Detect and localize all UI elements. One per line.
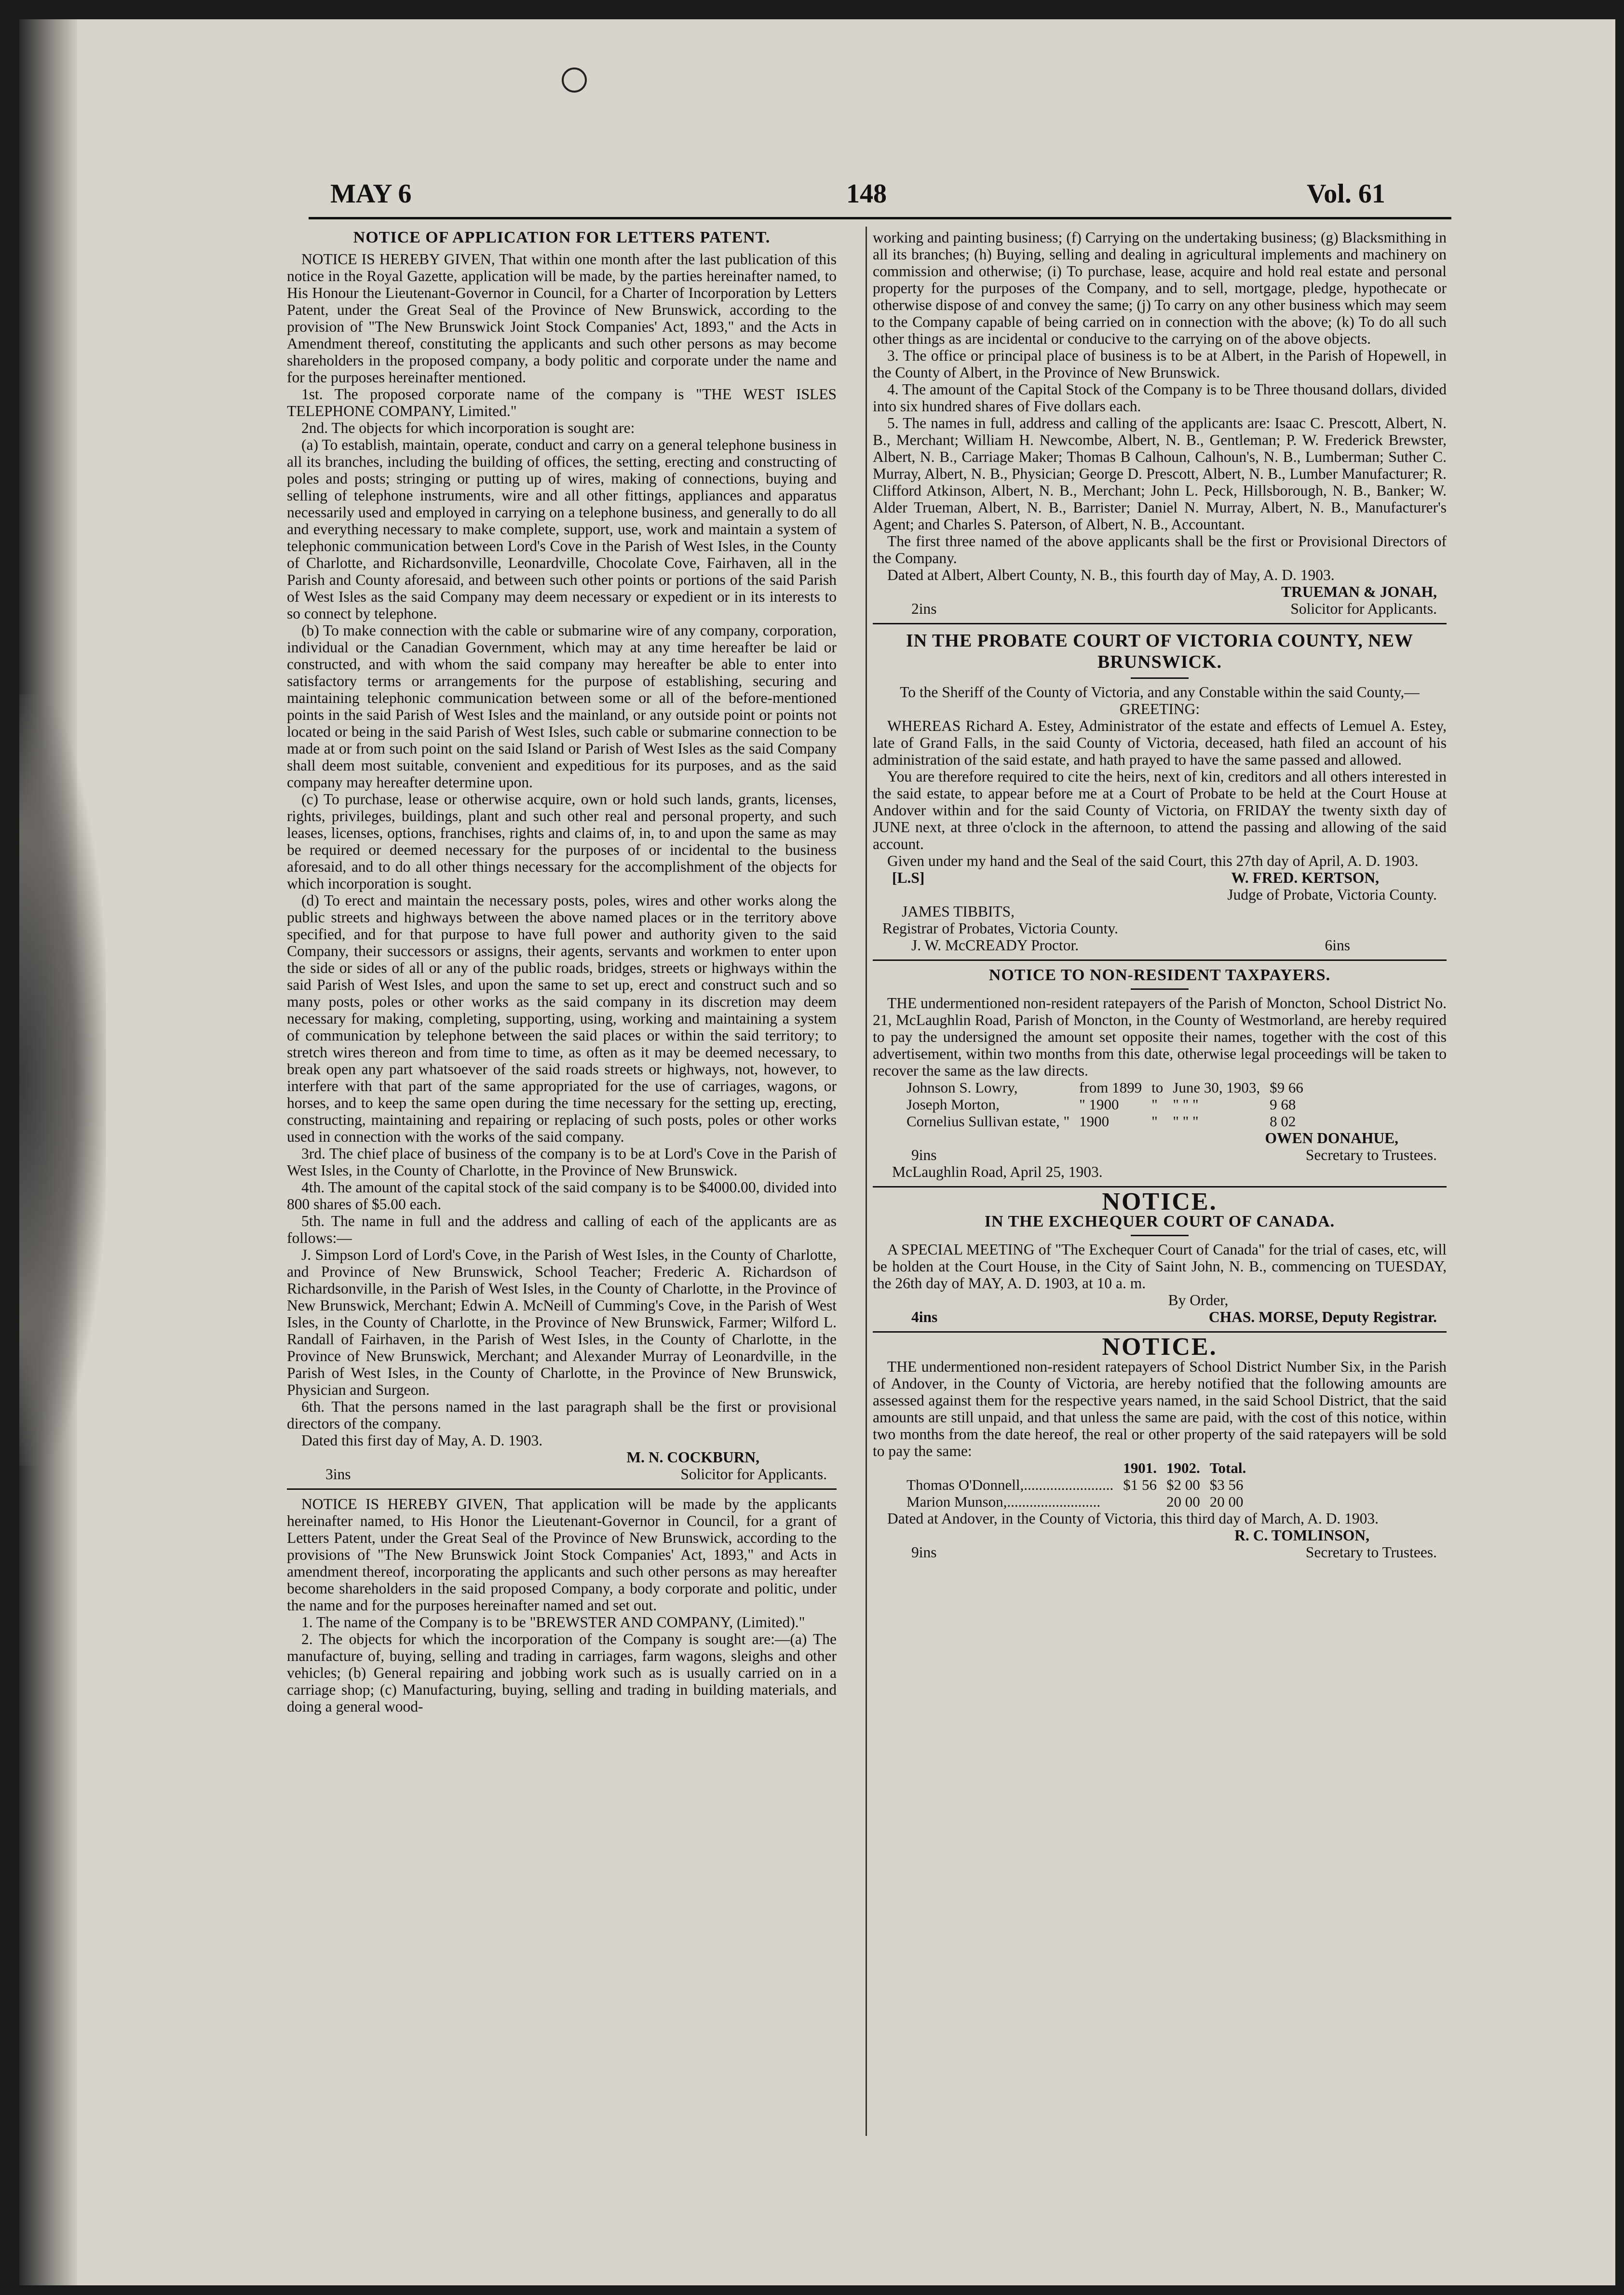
table-cell: Thomas O'Donnell,........................ [907,1476,1114,1493]
table-cell: 9 68 [1270,1096,1296,1113]
signature-role: Judge of Probate, Victoria County. [1227,886,1437,903]
notice-paragraph: 3rd. The chief place of business of the company is to be at Lord's Cove in the Parish of West Isles, in the County of Charlotte, in the Province of New Brunswick. [287,1145,837,1179]
insertion-count: 4ins [911,1309,938,1325]
taxpayer-table [902,1079,1308,1130]
section-rule [873,959,1447,961]
table-cell: June 30, 1903, [1173,1079,1260,1096]
signature: W. FRED. KERTSON, [1231,869,1379,886]
short-rule [1131,677,1189,679]
notice-paragraph: 6th. That the persons named in the last paragraph shall be the first or provisional directors of the company. [287,1398,837,1432]
table-cell: $1 56 [1123,1476,1157,1493]
insertion-count: 2ins [911,600,937,617]
notice-paragraph: 1st. The proposed corporate name of the company is "THE WEST ISLES TELEPHONE COMPANY, Limited." [287,386,837,419]
exchequer-court-title: IN THE EXCHEQUER COURT OF CANADA. [984,1213,1335,1230]
table-row [902,1113,1308,1130]
left-column [287,229,837,1715]
notice-paragraph: A SPECIAL MEETING of "The Exchequer Court of Canada" for the trial of cases, etc, will be holden at the Court House, in the City of Saint John, N. B., commencing on TUESDAY, the 26th day of MAY, A. D. 1903, at 10 a. m. [873,1241,1447,1292]
table-cell: " " " [1173,1096,1199,1113]
notice-paragraph: 5. The names in full, address and calling of the applicants are: Isaac C. Prescott, Albert, N. B., Merchant; William H. Newcombe, Albert, N. B., Gentleman; P. W. Frederick Brewster, Albert, N. B., Carriage Maker; Thomas B Calhoun, Calhoun's, N. B., Lumberman; Suther C. Murray, Albert, N. B., Physician; George D. Prescott, Albert, N. B., Lumber Manufacturer; R. Clifford Atkinson, Albert, N. B., Merchant; John L. Peck, Hillsborough, N. B., Banker; W. Alder Trueman, Albert, N. B., Barrister; Daniel N. Murray, Albert, N. B., Manufacturer's Agent; and Charles S. Paterson, of Albert, N. B., Accountant. [873,415,1447,533]
table-row [902,1493,1251,1510]
table-cell: 1900 [1079,1113,1110,1130]
table-cell: " " " [1173,1113,1199,1130]
notice-heading: NOTICE. [1102,1333,1218,1361]
table-cell: " [1151,1096,1158,1113]
table-cell: from 1899 [1079,1079,1142,1096]
page-header [309,164,1466,222]
table-cell: " [1151,1113,1158,1130]
notice-paragraph: 4. The amount of the Capital Stock of the Company is to be Three thousand dollars, divided into six hundred shares of Five dollars each. [873,381,1447,415]
notice-paragraph: THE undermentioned non-resident ratepayers of the Parish of Moncton, School District No. 21, McLaughlin Road, Parish of Moncton, in the County of Westmorland, are hereby required to pay the undersigned the amount set opposite their names, together with the cost of this advertisement, within two months from this date, otherwise legal proceedings will be taken to recover the same as the law directs. [873,995,1447,1079]
section-rule [873,1186,1447,1188]
table-cell: 8 02 [1270,1113,1296,1130]
table-cell [1118,1493,1162,1510]
notice-dated: Dated this first day of May, A. D. 1903. [301,1432,543,1449]
table-cell: $9 66 [1270,1079,1303,1096]
notice-paragraph: 1. The name of the Company is to be "BREWSTER AND COMPANY, (Limited)." [301,1614,805,1631]
header-date: MAY 6 [330,179,412,209]
short-rule [1131,1235,1189,1236]
table-header-row [902,1459,1251,1476]
table-cell: Johnson S. Lowry, [907,1079,1018,1096]
notice-paragraph: (c) To purchase, lease or otherwise acquire, own or hold such lands, grants, licenses, rights, privileges, buildings, plant and such other real and personal property, and such leases, licenses, options, franchises, rights and claims of, in, to and upon the same as may be required or deemed necessary for the purposes of or incidental to the business aforesaid, and to do all other things necessary for the accomplishment of the objects for which incorporation is sought. [287,791,837,892]
section-rule [287,1488,837,1490]
registrar-name: JAMES TIBBITS, [902,903,1015,920]
proctor: J. W. McCREADY Proctor. [911,937,1079,954]
notice-heading: NOTICE. [1102,1188,1218,1215]
table-cell: Total. [1209,1459,1246,1476]
thumb-shadow [19,694,106,1466]
signature: R. C. TOMLINSON, [1234,1527,1369,1544]
table-cell: $3 56 [1209,1476,1244,1493]
taxpayers-title: NOTICE TO NON-RESIDENT TAXPAYERS. [988,966,1331,984]
notice-paragraph: You are therefore required to cite the heirs, next of kin, creditors and all others interested in the said estate, to appear before me at a Court of Probate to be held at the Court House at Andover within and for the said County of Victoria, on FRIDAY the twenty sixth day of JUNE next, at three o'clock in the afternoon, to attend the passing and allowing of the said account. [873,768,1447,852]
by-order: By Order, [1168,1292,1229,1309]
header-page-number: 148 [846,179,887,209]
insertion-count: 3ins [325,1466,351,1483]
probate-court-title: IN THE PROBATE COURT OF VICTORIA COUNTY, NEW BRUNSWICK. [906,631,1413,672]
table-row [902,1096,1308,1113]
header-volume: Vol. 61 [1307,179,1385,209]
notice-paragraph: The first three named of the above applicants shall be the first or Provisional Directors of the Company. [873,533,1447,567]
section-rule [873,1331,1447,1333]
notice-paragraph: 2. The objects for which the incorporation of the Company is sought are:—(a) The manufacture of, buying, selling and trading in carriages, farm wagons, sleighs and other vehicles; (b) General repairing and jobbing work such as is usually carried on in a carriage shop; (c) Manufacturing, buying, selling and trading in building materials, and doing a general wood- [287,1631,837,1715]
notice-paragraph: (b) To make connection with the cable or submarine wire of any company, corporation, individual or the Canadian Government, which may at any time hereafter be laid or constructed, and with whom the said company may hereafter be able to enter into satisfactory terms or arrangements for the purpose of establishing, securing and maintaining telephonic communication between some or all of the before-mentioned points in the said Parish of West Isles and the mainland, or any outside point or points not located or being in the said Parish of West Isles, such cable or submarine connection to be made at or from such point on the said Island or Parish of West Isles as the said Company shall deem most suitable, convenient and expeditious for its purposes, and as the said company may hereafter determine upon. [287,622,837,791]
ratepayer-table [902,1459,1251,1510]
insertion-count: 6ins [1325,937,1350,954]
binding-hole [562,68,587,93]
short-rule [1131,988,1189,990]
notice-paragraph: 5th. The name in full and the address and calling of each of the applicants are as follows:— [287,1213,837,1246]
letters-patent-title: NOTICE OF APPLICATION FOR LETTERS PATENT. [353,229,771,246]
signature: TRUEMAN & JONAH, [1281,583,1437,600]
notice-paragraph: NOTICE IS HEREBY GIVEN, That application will be made by the applicants hereinafter named, to His Honor the Lieutenant-Governor in Council, for a grant of Letters Patent, under the Great Seal of the Province of New Brunswick, according to the provisions of "The New Brunswick Joint Stock Companies' Act, 1893," and Acts in amendment thereof, incorporating the applicants and such other persons as may hereafter become shareholders in the said proposed Company, a body corporate and politic, under the name and for the purposes hereinafter named and set out. [287,1496,837,1614]
header-rule [309,217,1451,219]
notice-dated: Dated at Andover, in the County of Victoria, this third day of March, A. D. 1903. [887,1510,1379,1527]
signature-role: Secretary to Trustees. [1305,1544,1437,1561]
signature: M. N. COCKBURN, [626,1449,759,1466]
registrar-role: Registrar of Probates, Victoria County. [882,920,1118,937]
table-cell: $2 00 [1166,1476,1200,1493]
signature-role: Solicitor for Applicants. [680,1466,827,1483]
table-cell: " 1900 [1079,1096,1119,1113]
notice-paragraph: working and painting business; (f) Carrying on the undertaking business; (g) Blacksmithing in all its branches; (h) Buying, selling and dealing in agricultural implements and machinery on commission and otherwise; (i) To purchase, lease, acquire and hold real estate and personal property for the purposes of the Company, and to sell, mortgage, pledge, hypothecate or otherwise dispose of and convey the same; (j) To carry on any other business which may seem to the Company capable of being carried on in connection with the above; (k) To do all such other things as are incidental or conducive to the carrying on of the above objects. [873,229,1447,347]
signature: CHAS. MORSE, Deputy Registrar. [1208,1309,1437,1325]
seal-mark: [L.S] [892,869,925,886]
table-cell: 20 00 [1209,1493,1244,1510]
notice-paragraph: WHEREAS Richard A. Estey, Administrator of the estate and effects of Lemuel A. Estey, late of Grand Falls, in the said County of Victoria, deceased, hath filed an account of his administration of the said estate, and hath prayed to have the same passed and allowed. [873,717,1447,768]
signature-role: Secretary to Trustees. [1305,1147,1437,1163]
notice-paragraph: (d) To erect and maintain the necessary posts, poles, wires and other works along the public streets and highways between the above named places or in the territory above specified, and for that purpose to have full power and authority given to the said Company, their successors or assigns, their agents, servants and workmen to enter upon the side or sides of all or any of the public roads, bridges, streets or highways within the said Parish of West Isles, and upon the same to set up, erect and construct such and so many posts, poles or other works as the said company in its discretion may deem necessary for making, completing, supporting, using, working and maintaining a system of communication by telephone between the said places or within the said territory; to stretch wires thereon and from time to time, as often as it may be deemed necessary, to break open any part whatsoever of the said roads streets or highways, not, however, to interfere with that part of the same appropriated for the use of carriages, wagons, or horses, and to keep the same open during the time necessary for the setting up, erecting, constructing, maintaining and repairing or replacing of such posts, poles or other works used in connection with the works of the said company. [287,892,837,1145]
table-row [902,1476,1251,1493]
section-rule [873,623,1447,624]
table-cell [902,1459,1118,1476]
notice-paragraph: THE undermentioned non-resident ratepayers of School District Number Six, in the Parish of Andover, in the County of Victoria, are hereby notified that the following amounts are assessed against them for the respective years named, in the said School District, that the said amounts are still unpaid, and that unless the same are paid, with the cost of this notice, within two months from the date hereof, the real or other property of the said ratepayers will be sold to pay the same: [873,1358,1447,1459]
table-cell: Cornelius Sullivan estate, " [907,1113,1070,1130]
table-cell: to [1151,1079,1164,1096]
notice-paragraph: (a) To establish, maintain, operate, conduct and carry on a general telephone business in all its branches, including the building of offices, the setting, erecting and constructing of poles and posts; stringing or putting up of wires, making of connections, buying and selling of telephone instruments, wire and all other fittings, appliances and apparatus necessarily used and employed in carrying on a telephone business, and generally to do all and everything necessary to make complete, support, use, work and maintain a system of telephonic communication between Lord's Cove in the Parish of West Isles, in the County of Charlotte, and Richardsonville, Leonardville, Chocolate Cove, Fairhaven, all in the Parish and County aforesaid, and between such other points or portions of the said Parish of West Isles as the said Company may deem necessary or expedient or in its interests to so connect by telephone. [287,436,837,622]
right-column [873,229,1447,1561]
table-cell: Joseph Morton, [907,1096,1000,1113]
table-cell: 1902. [1166,1459,1200,1476]
table-cell: 20 00 [1166,1493,1200,1510]
notice-paragraph: 3. The office or principal place of business is to be at Albert, in the Parish of Hopewell, in the County of Albert, in the Province of New Brunswick. [873,347,1447,381]
table-cell: Marion Munson,......................... [907,1493,1101,1510]
signature: OWEN DONAHUE, [1265,1130,1398,1147]
notice-dated: McLaughlin Road, April 25, 1903. [892,1163,1103,1180]
table-row [902,1079,1308,1096]
notice-paragraph: J. Simpson Lord of Lord's Cove, in the Parish of West Isles, in the County of Charlotte, and Province of New Brunswick, School Teacher; Frederic A. Richardson of Richardsonville, in the Parish of West Isles, in the County of Charlotte, in the Province of New Brunswick, Merchant; Edwin A. McNeill of Cumming's Cove, in the Parish of West Isles, in the County of Charlotte, in the Province of New Brunswick, Farmer; Wilford L. Randall of Fairhaven, in the Parish of West Isles, in the County of Charlotte, in the Province of New Brunswick, Merchant; and Alexander Murray of Leonardville, in the Parish of West Isles, in the County of Charlotte, in the Province of New Brunswick, Physician and Surgeon. [287,1246,837,1398]
notice-paragraph: NOTICE IS HEREBY GIVEN, That within one month after the last publication of this notice in the Royal Gazette, application will be made, by the parties hereinafter named, to His Honour the Lieutenant-Governor in Council, for a Charter of Incorporation by Letters Patent, under the Great Seal of the Province of New Brunswick, according to the provision of "The New Brunswick Joint Stock Companies' Act, 1893," and the Acts in Amendment thereof, constituting the applicants and such other persons as may become shareholders in the proposed company, a body politic and corporate under the name and for the purposes hereinafter mentioned. [287,251,837,386]
notice-paragraph: Given under my hand and the Seal of the said Court, this 27th day of April, A. D. 1903. [887,852,1419,869]
notice-paragraph: To the Sheriff of the County of Victoria, and any Constable within the said County,—GREETING: [900,684,1420,717]
notice-paragraph: 4th. The amount of the capital stock of the said company is to be $4000.00, divided into 800 shares of $5.00 each. [287,1179,837,1213]
signature-role: Solicitor for Applicants. [1290,600,1437,617]
table-cell: 1901. [1123,1459,1157,1476]
column-divider [866,227,867,2136]
insertion-count: 9ins [911,1544,937,1561]
notice-paragraph: 2nd. The objects for which incorporation is sought are: [301,419,635,436]
notice-dated: Dated at Albert, Albert County, N. B., this fourth day of May, A. D. 1903. [887,567,1335,583]
insertion-count: 9ins [911,1147,937,1163]
